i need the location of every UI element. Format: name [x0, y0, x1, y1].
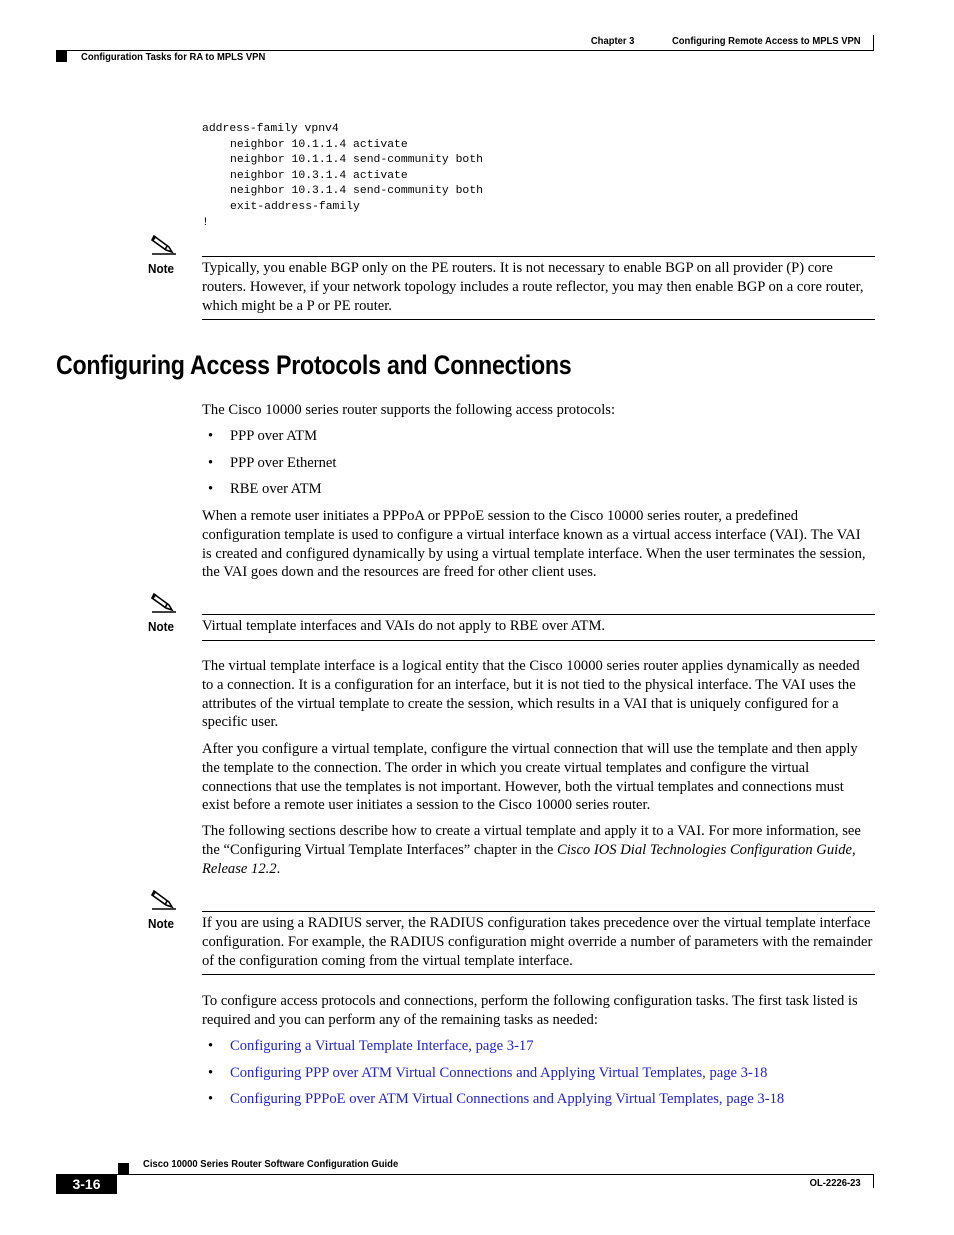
- task-link[interactable]: Configuring a Virtual Template Interface, page 3-17: [230, 1038, 534, 1054]
- note-label: Note: [148, 261, 175, 276]
- list-item: • Configuring PPP over ATM Virtual Connections and Applying Virtual Templates, page 3-18: [208, 1065, 768, 1081]
- book-title: Cisco IOS Dial Technologies Configuration Guide, Release 12.2: [202, 841, 856, 877]
- note-rule-bottom: [202, 319, 875, 320]
- list-item: • RBE over ATM: [208, 481, 322, 497]
- paragraph: After you configure a virtual template, configure the virtual connection that will use the template and then apply the template to the connection. The order in which you create virtual templates and configure the virtual connections that use the templates is not important. However, both the virtual templates and connections must exist before a remote user initiates a session to the Cisco 10000 series router.: [202, 741, 858, 814]
- task-link[interactable]: Configuring PPP over ATM Virtual Connections and Applying Virtual Templates, page 3-18: [230, 1065, 768, 1081]
- pencil-icon: [150, 591, 178, 613]
- footer-marker: [118, 1163, 129, 1174]
- footer-guide-title: Cisco 10000 Series Router Software Configuration Guide: [143, 1158, 399, 1170]
- header-marker: [56, 51, 67, 62]
- paragraph-text: .: [276, 860, 281, 877]
- footer-rule: [56, 1174, 874, 1175]
- list-item: • Configuring a Virtual Template Interface, page 3-17: [208, 1038, 534, 1054]
- pencil-icon: [150, 888, 178, 910]
- intro-paragraph: The Cisco 10000 series router supports the following access protocols:: [202, 402, 616, 418]
- paragraph: [202, 822, 874, 878]
- note-text: If you are using a RADIUS server, the RADIUS configuration takes precedence over the virtual template interface configuration. For example, the RADIUS configuration might override a number of parameters with the remainder of the configuration coming from the virtual template interface.: [202, 915, 873, 969]
- code-line: neighbor 10.1.1.4 send-community both: [230, 154, 483, 167]
- paragraph: The virtual template interface is a logical entity that the Cisco 10000 series router applies dynamically as needed to a connection. It is a configuration for an interface, but it is not tied to the physical interface. The VAI uses the attributes of the virtual template to create the session, which results in a VAI that is uniquely configured for a specific user.: [202, 658, 860, 731]
- code-line: !: [202, 216, 209, 229]
- code-block: [202, 122, 483, 231]
- note-rule-top: [202, 614, 875, 615]
- header-chapter-title: Configuring Remote Access to MPLS VPN: [672, 35, 861, 47]
- list-item: • PPP over Ethernet: [208, 455, 337, 471]
- protocol-label: PPP over Ethernet: [230, 455, 337, 471]
- note-rule-top: [202, 911, 875, 912]
- note-text: Virtual template interfaces and VAIs do not apply to RBE over ATM.: [202, 618, 606, 634]
- header-rule-vertical: [873, 35, 874, 51]
- protocol-label: RBE over ATM: [230, 481, 322, 497]
- note-text: Typically, you enable BGP only on the PE routers. It is not necessary to enable BGP on all provider (P) core routers. However, if your network topology includes a route reflector, you may then enable BGP on a core router, which might be a P or PE router.: [202, 260, 864, 314]
- note-rule-bottom: [202, 640, 875, 641]
- list-item: • Configuring PPPoE over ATM Virtual Connections and Applying Virtual Templates, page 3-18: [208, 1091, 785, 1107]
- footer-rule-vertical: [873, 1174, 874, 1188]
- header-chapter: Chapter 3: [590, 35, 634, 47]
- code-line: neighbor 10.3.1.4 activate: [230, 169, 408, 182]
- note-rule-top: [202, 256, 875, 257]
- code-line: neighbor 10.3.1.4 send-community both: [230, 185, 483, 198]
- header-section: Configuration Tasks for RA to MPLS VPN: [81, 51, 266, 63]
- section-heading: Configuring Access Protocols and Connections: [56, 350, 572, 380]
- footer-doc-id: OL-2226-23: [810, 1177, 861, 1189]
- note-label: Note: [148, 916, 175, 931]
- paragraph-text: The following sections describe how to create a virtual template and apply it to a VAI. For more information, see the “Configuring Virtual Template Interfaces” chapter in the: [202, 823, 861, 858]
- code-line: exit-address-family: [230, 200, 360, 213]
- task-link[interactable]: Configuring PPPoE over ATM Virtual Connections and Applying Virtual Templates, page 3-18: [230, 1091, 785, 1107]
- page-number: 3-16: [56, 1175, 117, 1194]
- code-line: address-family vpnv4: [202, 123, 339, 135]
- note-rule-bottom: [202, 974, 875, 975]
- paragraph: To configure access protocols and connections, perform the following configuration tasks. The first task listed is required and you can perform any of the remaining tasks as needed:: [202, 993, 858, 1028]
- pencil-icon: [150, 233, 178, 255]
- protocol-label: PPP over ATM: [230, 428, 318, 444]
- paragraph: When a remote user initiates a PPPoA or PPPoE session to the Cisco 10000 series router, a predefined configuration template is used to configure a virtual interface known as a virtual access interface (VAI). The VAI is created and configured dynamically by using a virtual template interface. When the user terminates the session, the VAI goes down and the resources are freed for other client uses.: [202, 508, 866, 581]
- code-line: neighbor 10.1.1.4 activate: [230, 138, 408, 151]
- note-label: Note: [148, 619, 175, 634]
- list-item: • PPP over ATM: [208, 428, 318, 444]
